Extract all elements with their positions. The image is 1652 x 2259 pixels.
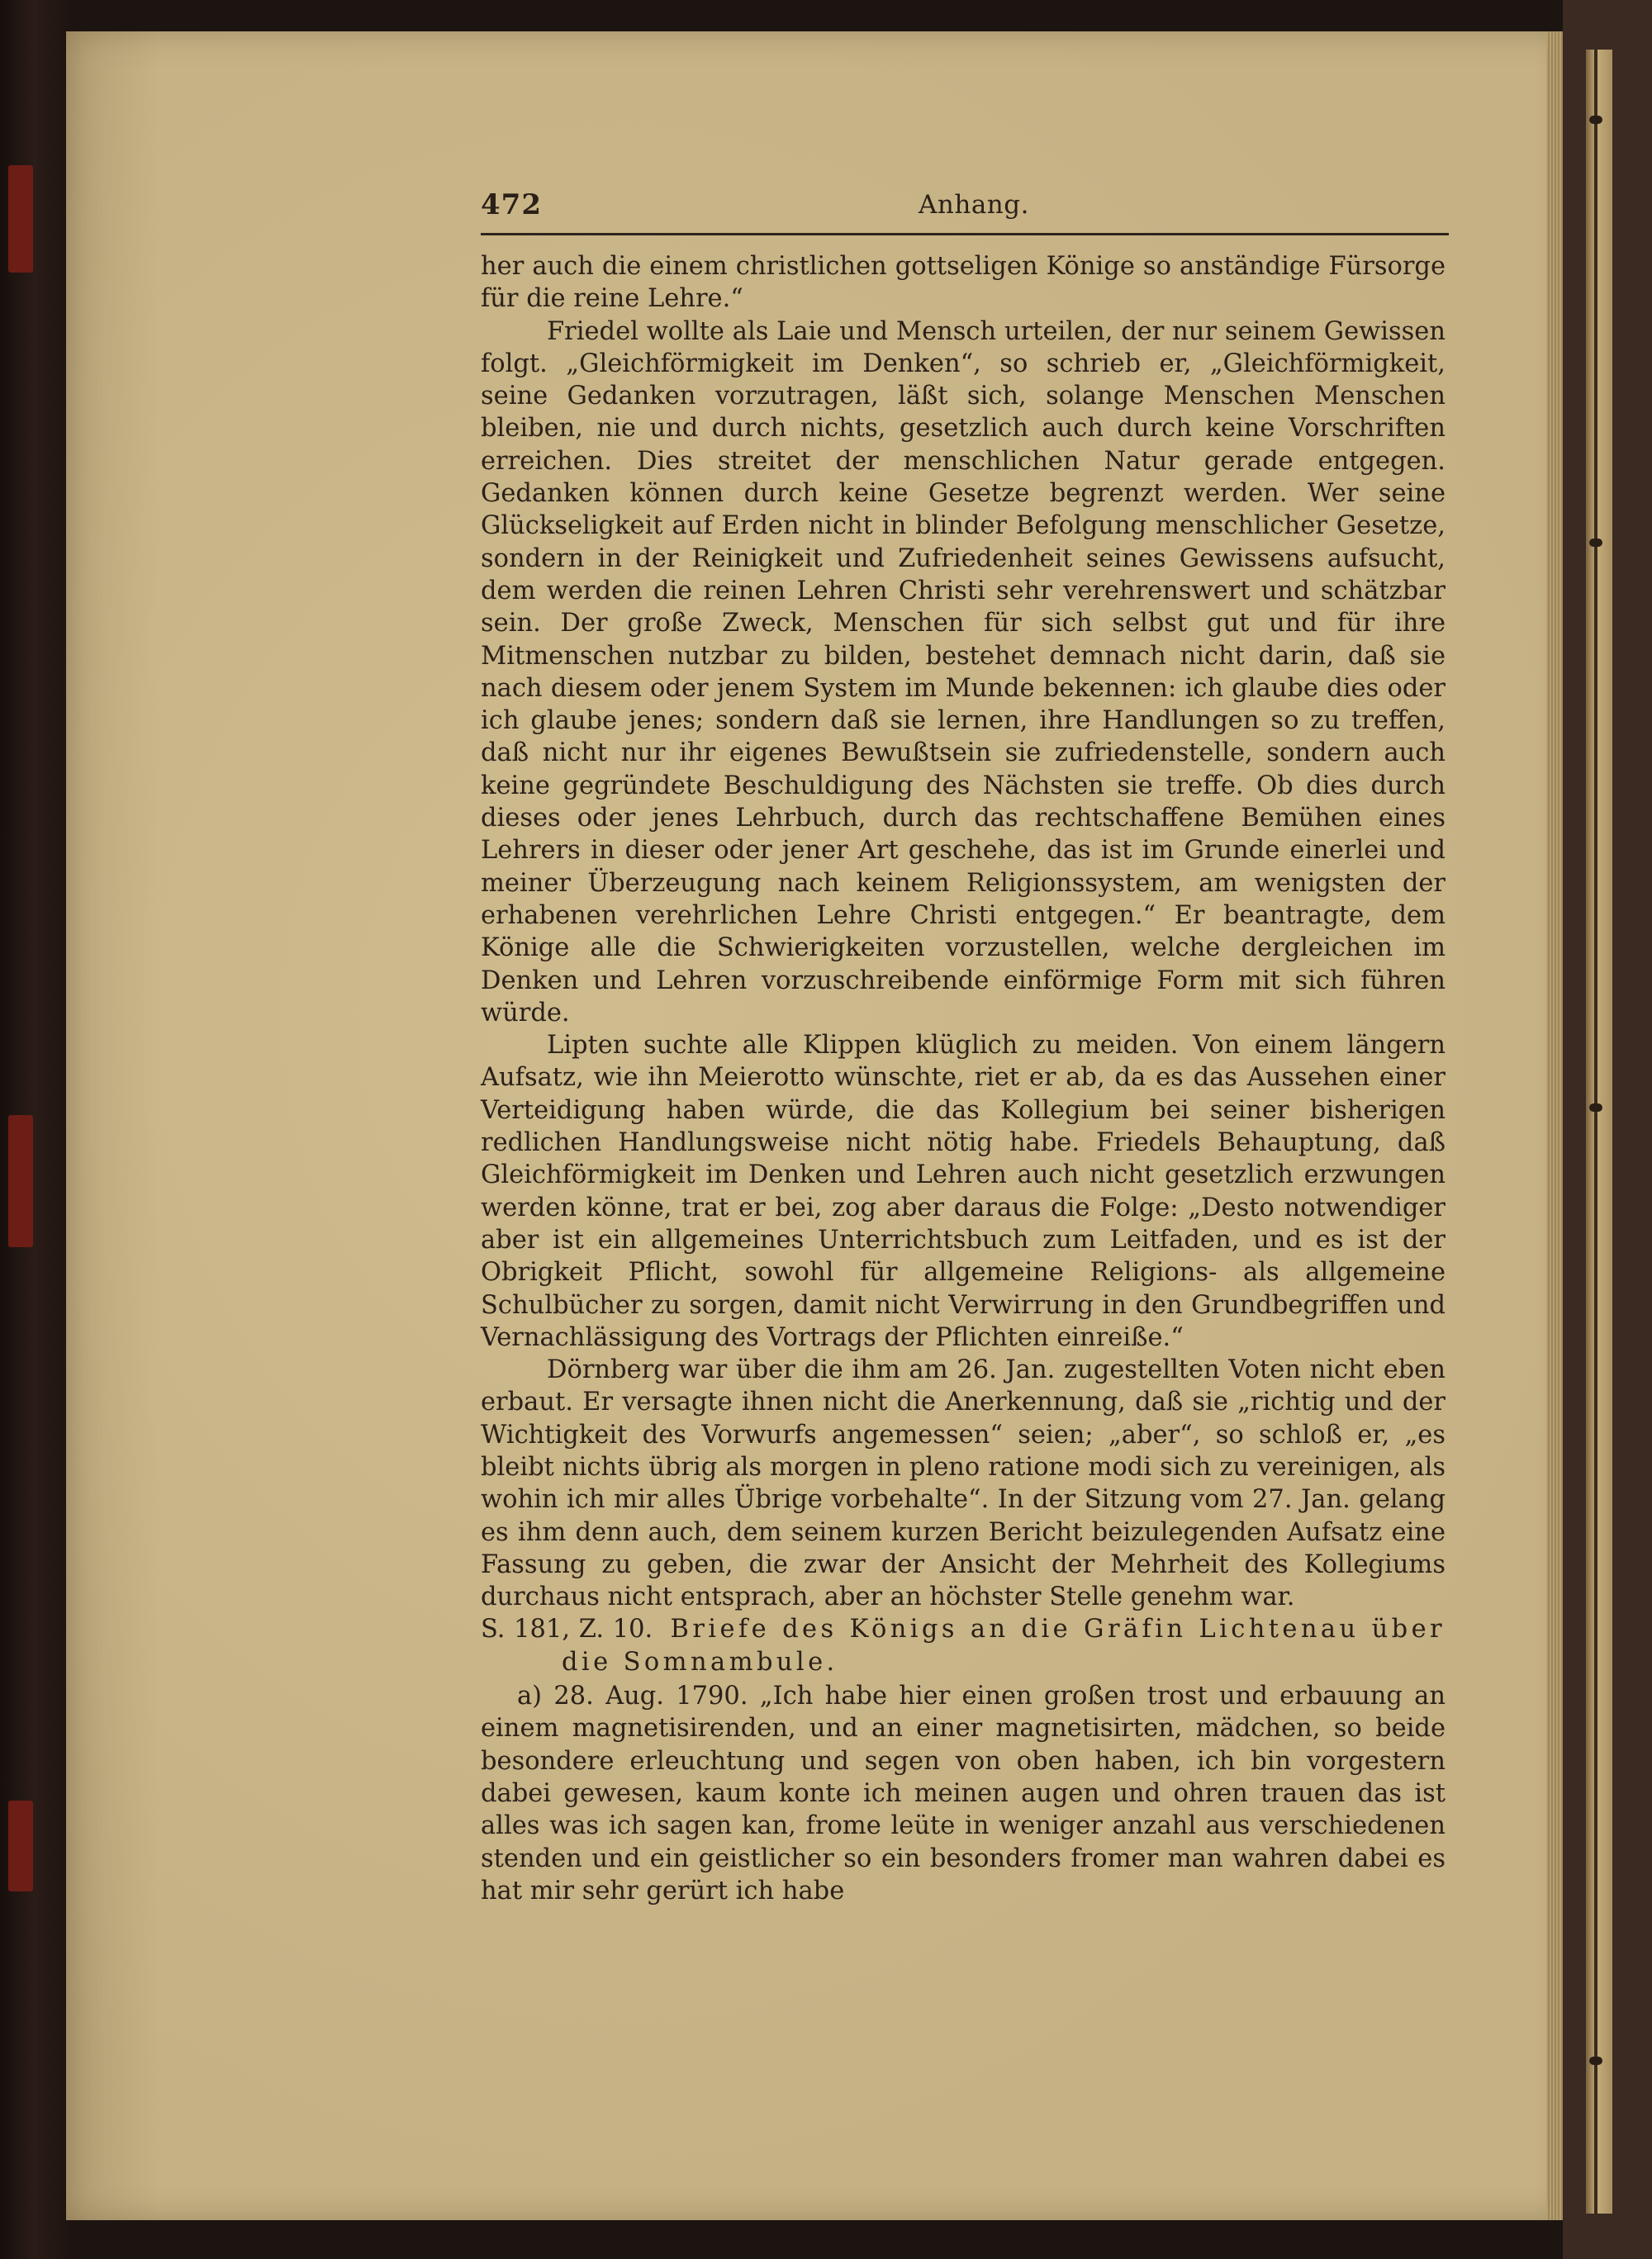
page-number: 472	[481, 188, 542, 221]
right-margin-edge	[1563, 0, 1652, 2259]
running-header	[481, 188, 1446, 231]
running-title: Anhang.	[919, 190, 1029, 220]
thread-knot	[1589, 116, 1602, 124]
binding-wear-mark	[8, 1115, 33, 1247]
paragraph: Friedel wollte als Laie und Mensch urteilen, der nur seinem Gewissen folgt. „Gleichförmigkeit im Denken“, so schrieb er, „Gleichförmigkeit, seine Gedanken vorzutragen, läßt sich, solange Menschen Menschen bleiben, nie und durch nichts, gesetzlich auch durch keine Vorschriften erreichen. Dies streitet der menschlichen Natur gerade entgegen. Gedanken können durch keine Gesetze begrenzt werden. Wer seine Glückseligkeit auf Erden nicht in blinder Befolgung menschlicher Gesetze, sondern in der Reinigkeit und Zufriedenheit seines Gewissens aufsucht, dem werden die reinen Lehren Christi sehr verehrenswert und schätzbar sein. Der große Zweck, Menschen für sich selbst gut und für ihre Mitmenschen nutzbar zu bilden, bestehet demnach nicht darin, daß sie nach diesem oder jenem System im Munde bekennen: ich glaube dies oder ich glaube jenes; sondern daß sie lernen, ihre Handlungen so zu treffen, daß nicht nur ihr eigenes Bewußtsein sie zufriedenstelle, sondern auch keine gegründete Beschuldigung des Nächsten sie treffe. Ob dies durch dieses oder jenes Lehrbuch, durch das rechtschaffene Bemühen eines Lehrers in dieser oder jener Art geschehe, das ist im Grunde einerlei und meiner Überzeugung nach keinem Religionssystem, am wenigsten der erhabenen verehrlichen Lehre Christi entgegen.“ Er beantragte, dem Könige alle die Schwierigkeiten vorzustellen, welche dergleichen im Denken und Lehren vorzuschreibende einförmige Form mit sich führen würde.	[481, 316, 1446, 1027]
section-heading	[481, 1613, 1446, 1678]
paragraph: Dörnberg war über die ihm am 26. Jan. zugestellten Voten nicht eben erbaut. Er versagte ihnen nicht die Anerkennung, daß sie „richtig und der Wichtigkeit des Vorwurfs angemessen“ seien; „aber“, so schloß er, „es bleibt nichts übrig als morgen in pleno ratione modi sich zu vereinigen, als wohin ich mir alles Übrige vorbehalte“. In der Sitzung vom 27. Jan. gelang es ihm denn auch, dem seinem kurzen Bericht beizulegenden Aufsatz eine Fassung zu geben, die zwar der Ansicht der Mehrheit des Kollegiums durchaus nicht entsprach, aber an höchster Stelle genehm war.	[481, 1355, 1446, 1612]
paragraph: her auch die einem christlichen gottseligen Könige so anständige Fürsorge für die reine Lehre.“	[481, 252, 1446, 314]
thread-knot	[1589, 539, 1602, 547]
thread-knot	[1589, 1103, 1602, 1112]
binding-wear-mark	[8, 1801, 33, 1891]
stacked-page-edge	[1586, 50, 1612, 2214]
body-text	[481, 250, 1446, 1907]
section-reference: S. 181, Z. 10.	[481, 1615, 653, 1644]
thread-knot	[1589, 2057, 1602, 2065]
page-edge-layers	[1546, 31, 1563, 2220]
header-rule	[481, 233, 1449, 235]
paragraph: a) 28. Aug. 1790. „Ich habe hier einen großen trost und erbauung an einem magnetisirenden, und an einer magnetisirten, mädchen, so beide besondere erleuchtung und segen von oben haben, ich bin vorgestern dabei gewesen, kaum konte ich meinen augen und ohren trauen das ist alles was ich sagen kan, frome leüte in weniger anzahl aus verschiedenen stenden und ein geistlicher so ein besonders fromer man wahren dabei es hat mir sehr gerürt ich habe	[481, 1682, 1446, 1905]
book-binding	[0, 0, 76, 2259]
binding-thread	[1594, 50, 1597, 2214]
page-content	[481, 188, 1446, 1907]
paragraph: Lipten suchte alle Klippen klüglich zu meiden. Von einem längern Aufsatz, wie ihn Meierotto wünschte, riet er ab, da es das Aussehen einer Verteidigung haben würde, die das Kollegium bei seiner bisherigen redlichen Handlungsweise nicht nötig habe. Friedels Behauptung, daß Gleichförmigkeit im Denken und Lehren auch nicht gesetzlich erzwungen werden könne, trat er bei, zog aber daraus die Folge: „Desto notwendiger aber ist ein allgemeines Unterrichtsbuch zum Leitfaden, und es ist der Obrigkeit Pflicht, sowohl für allgemeine Religions- als allgemeine Schulbücher zu sorgen, damit nicht Verwirrung in den Grundbegriffen und Vernachlässigung des Vortrags der Pflichten einreiße.“	[481, 1031, 1446, 1352]
binding-wear-mark	[8, 165, 33, 273]
section-title: Briefe des Königs an die Gräfin Lichtenau über die Somnambule.	[562, 1615, 1446, 1677]
